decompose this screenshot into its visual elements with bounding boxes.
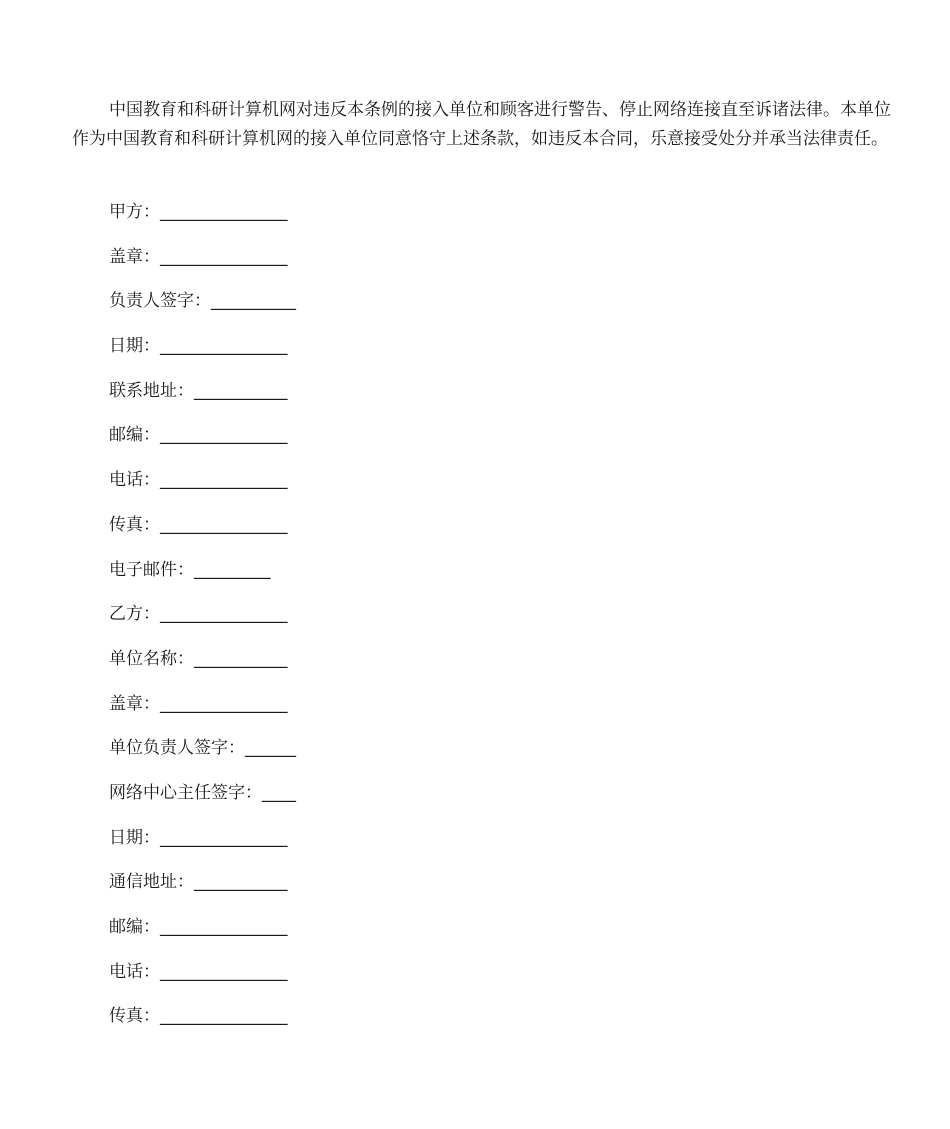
field-date-a: 日期：_______________	[109, 336, 288, 357]
field-phone-a: 电话：_______________	[109, 470, 288, 491]
field-postcode-a: 邮编：_______________	[109, 425, 288, 446]
field-date-b: 日期：_______________	[109, 827, 288, 848]
field-phone-b: 电话：_______________	[109, 961, 288, 982]
field-unit-responsible-signature: 单位负责人签字：______	[109, 738, 296, 759]
field-fax-b: 传真：_______________	[109, 1006, 288, 1027]
field-postcode-b: 邮编：_______________	[109, 917, 288, 937]
field-network-center-director-signature: 网络中心主任签字：____	[109, 782, 296, 803]
field-mailing-address: 通信地址：___________	[109, 872, 288, 893]
field-email: 电子邮件：_________	[109, 559, 271, 580]
agreement-paragraph: 中国教育和科研计算机网对违反本条例的接入单位和顾客进行警告、停止网络连接直至诉诸法律。本单位作为中国教育和科研计算机网的接入单位同意恪守上述条款，如违反本合同，乐意接受处分并承当法律责任。	[72, 100, 891, 149]
field-seal-b: 盖章：_______________	[109, 693, 288, 714]
field-contact-address: 联系地址：___________	[109, 380, 288, 401]
signature-fields	[109, 197, 709, 1046]
field-fax-a: 传真：_______________	[109, 514, 288, 535]
field-party-a: 甲方：_______________	[109, 202, 288, 222]
field-unit-name: 单位名称：___________	[109, 648, 288, 669]
field-seal-a: 盖章：_______________	[109, 246, 288, 267]
field-party-b: 乙方：_______________	[109, 604, 288, 625]
field-responsible-signature: 负责人签字：__________	[109, 291, 296, 312]
